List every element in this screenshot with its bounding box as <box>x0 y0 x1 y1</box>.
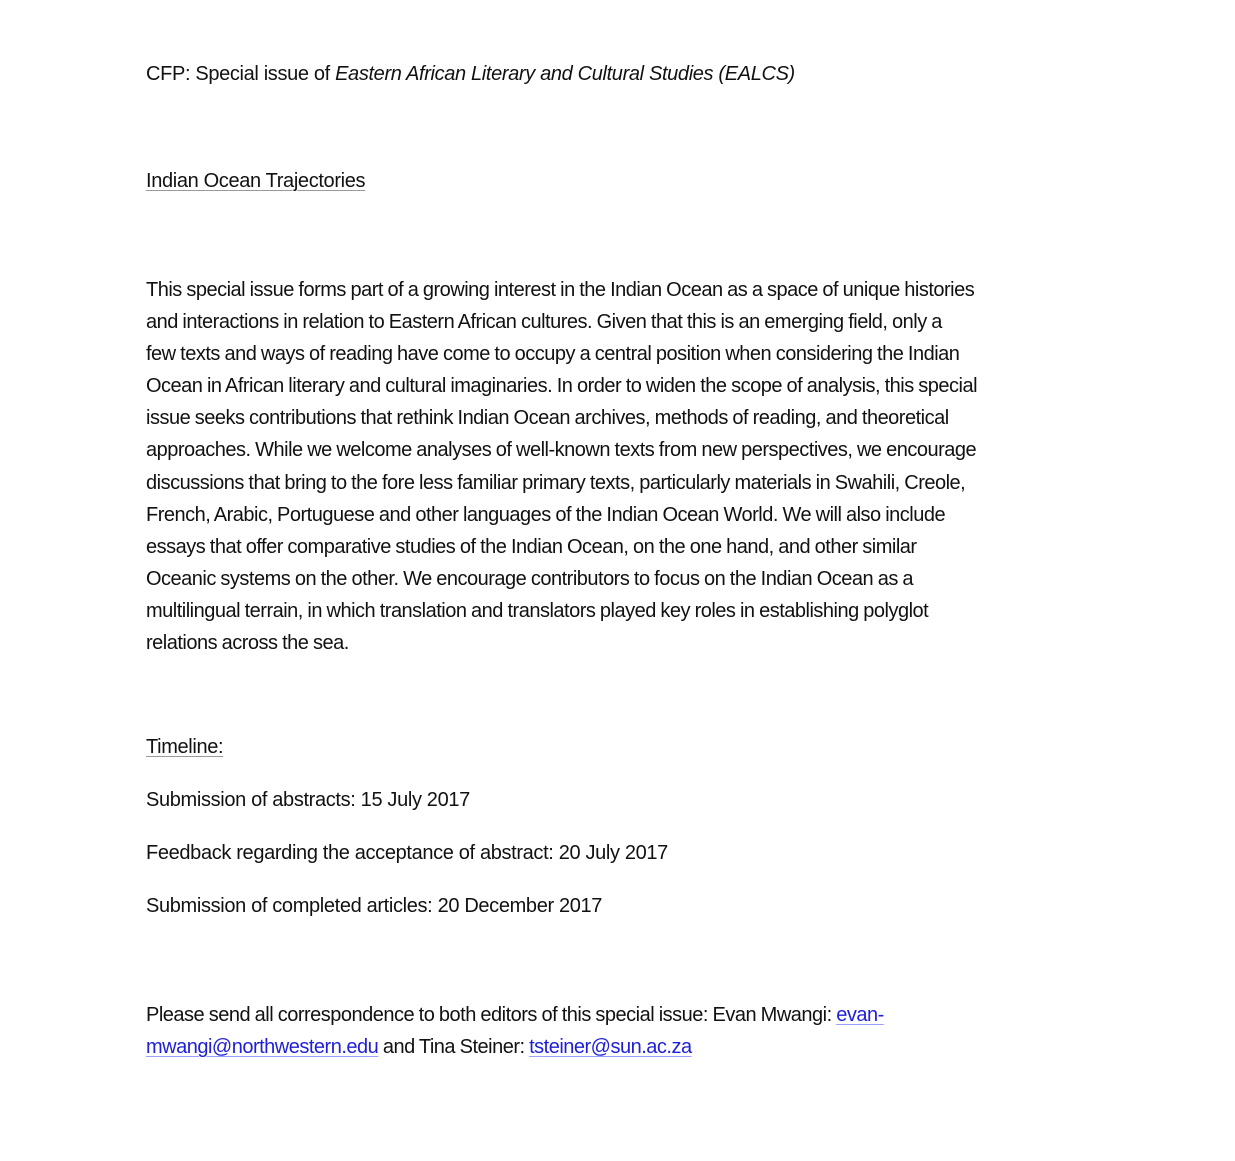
body-line: few texts and ways of reading have come to occupy a central position when considering the Indian <box>146 343 960 366</box>
contact-line-2 <box>146 1031 1106 1063</box>
contact-paragraph <box>146 999 1106 1063</box>
section-title: Indian Ocean Trajectories <box>146 170 366 192</box>
body-line: Oceanic systems on the other. We encourage contributors to focus on the Indian Ocean as a <box>146 567 913 590</box>
timeline-item-abstracts: Submission of abstracts: 15 July 2017 <box>146 789 470 811</box>
contact-intro: Please send all correspondence to both editors of this special issue: Evan Mwangi: <box>146 1004 837 1026</box>
body-line: Ocean in African literary and cultural imaginaries. In order to widen the scope of analysis, this special <box>146 375 978 398</box>
timeline-item-articles: Submission of completed articles: 20 December 2017 <box>146 895 603 917</box>
contact-line-1 <box>146 999 1106 1031</box>
body-line: relations across the sea. <box>146 632 349 655</box>
cfp-header <box>146 62 795 86</box>
email-link-tina-steiner[interactable]: tsteiner@sun.ac.za <box>529 1036 692 1058</box>
body-line: and interactions in relation to Eastern African cultures. Given that this is an emerging field, only a <box>146 311 942 334</box>
contact-middle: and Tina Steiner: <box>378 1036 530 1058</box>
body-line: approaches. While we welcome analyses of well-known texts from new perspectives, we encourage <box>146 439 977 462</box>
body-line: essays that offer comparative studies of the Indian Ocean, on the one hand, and other similar <box>146 535 917 558</box>
body-line: multilingual terrain, in which translation and translators played key roles in establishing polyglot <box>146 599 929 622</box>
journal-title: Eastern African Literary and Cultural Studies (EALCS) <box>335 63 795 85</box>
email-link-evan-mwangi-cont[interactable]: mwangi@northwestern.edu <box>146 1036 379 1058</box>
body-paragraph <box>146 274 1106 659</box>
body-line: French, Arabic, Portuguese and other languages of the Indian Ocean World. We will also include <box>146 503 946 526</box>
body-line: This special issue forms part of a growing interest in the Indian Ocean as a space of unique histories <box>146 279 975 301</box>
body-line: issue seeks contributions that rethink Indian Ocean archives, methods of reading, and theoretical <box>146 407 949 430</box>
timeline-heading: Timeline: <box>146 736 224 758</box>
timeline-item-feedback: Feedback regarding the acceptance of abstract: 20 July 2017 <box>146 842 668 864</box>
body-line: discussions that bring to the fore less familiar primary texts, particularly materials in Swahili, Creole, <box>146 471 966 494</box>
cfp-prefix: CFP: Special issue of <box>146 63 336 85</box>
email-link-evan-mwangi[interactable]: evan- <box>836 1004 884 1026</box>
